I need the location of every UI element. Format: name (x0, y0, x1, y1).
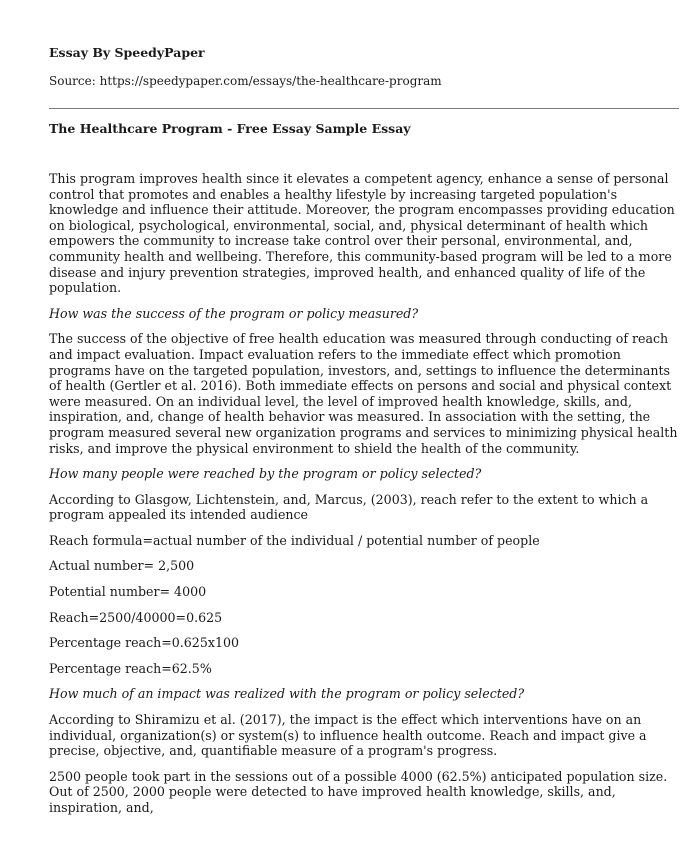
question-heading-reach: How many people were reached by the program or policy selected? (49, 466, 482, 482)
percentage-reach-formula-line: Percentage reach=0.625x100 (49, 635, 239, 651)
header-divider (49, 108, 679, 109)
intro-paragraph: This program improves health since it elevates a competent agency, enhance a sense of personal control that promotes and enables a healthy lifestyle by increasing targeted population's knowledge and influence their attitude. Moreover, the program encompasses providing education on biological, psychological, environmental, social, and, physical determinant of health which empowers the community to increase take control over their personal, environmental, and, community health and wellbeing. Therefore, this community-based program will be led to a more disease and injury prevention strategies, improved health, and enhanced quality of life of the population. (49, 171, 675, 296)
impact-results-paragraph: 2500 people took part in the sessions out of a possible 4000 (62.5%) anticipated population size. Out of 2500, 2000 people were detected to have improved health knowledge, skills, and, inspiration, and, (49, 768, 668, 815)
source-line: Source: https://speedypaper.com/essays/the-healthcare-program (49, 74, 442, 88)
brand-heading: Essay By SpeedyPaper (49, 45, 205, 60)
question-heading-impact: How much of an impact was realized with the program or policy selected? (49, 686, 525, 702)
impact-definition-paragraph: According to Shiramizu et al. (2017), the impact is the effect which interventions have on an individual, organization(s) or system(s) to influence health outcome. Reach and impact give a precise, objective, and, quantifiable measure of a program's progress. (49, 712, 647, 759)
success-paragraph: The success of the objective of free health education was measured through conducting of reach and impact evaluation. Impact evaluation refers to the immediate effect which promotion programs have on the targeted population, investors, and, settings to influence the determinants of health (Gertler et al. 2016). Both immediate effects on persons and social and physical context were measured. On an individual level, the level of improved health knowledge, skills, and, inspiration, and, change of health behavior was measured. In association with the setting, the program measured several new organization programs and services to minimizing physical health risks, and improve the physical environment to shield the health of the community. (49, 331, 678, 456)
reach-definition-paragraph: According to Glasgow, Lichtenstein, and, Marcus, (2003), reach refer to the extent to which a program appealed its intended audience (49, 491, 649, 523)
actual-number-line: Actual number= 2,500 (49, 558, 195, 574)
essay-body (49, 171, 679, 826)
essay-title: The Healthcare Program - Free Essay Sample Essay (49, 121, 411, 136)
potential-number-line: Potential number= 4000 (49, 584, 207, 600)
question-heading-success: How was the success of the program or policy measured? (49, 305, 419, 321)
reach-formula-line: Reach formula=actual number of the individual / potential number of people (49, 532, 540, 548)
percentage-reach-result-line: Percentage reach=62.5% (49, 660, 212, 676)
reach-calculation-line: Reach=2500/40000=0.625 (49, 609, 223, 625)
